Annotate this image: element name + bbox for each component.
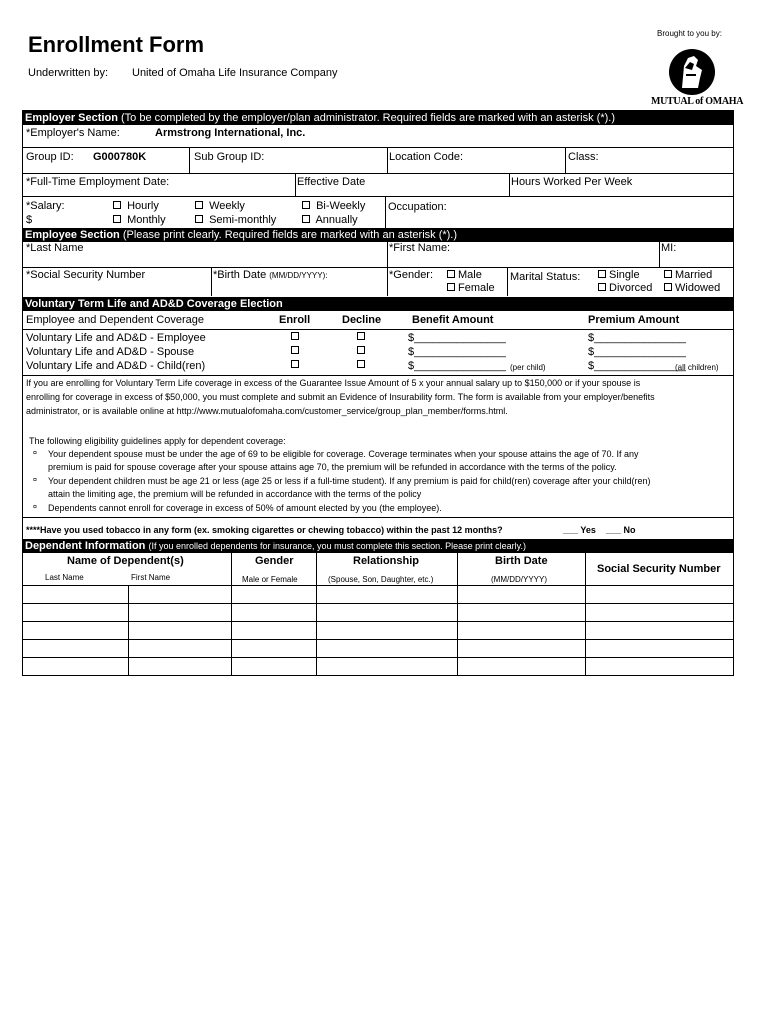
gender-label: *Gender:	[389, 269, 434, 281]
eligibility-bullet-line: Your dependent spouse must be under the age of 69 to be eligible for coverage. Coverage terminates when your spouse attains the age of 70. If any	[48, 449, 639, 459]
enroll-spouse-checkbox[interactable]	[291, 346, 299, 354]
bi-weekly-checkbox[interactable]	[302, 200, 365, 213]
married-checkbox[interactable]	[664, 269, 712, 282]
dependent-section-header	[23, 539, 733, 553]
group-id-value[interactable]: G000780K	[93, 151, 147, 163]
divorced-label: Divorced	[609, 282, 653, 294]
dependent-relationship-sub: (Spouse, Son, Daughter, etc.)	[328, 575, 434, 584]
checkbox-icon	[447, 270, 455, 278]
hourly-label: Hourly	[127, 200, 159, 212]
eligibility-intro: The following eligibility guidelines apply for dependent coverage:	[29, 436, 286, 446]
dependent-row[interactable]	[23, 603, 733, 621]
married-label: Married	[675, 269, 713, 281]
location-code-field[interactable]: Location Code:	[389, 151, 463, 163]
all-children-note: (all children)	[675, 363, 719, 372]
birth-date-field[interactable]	[213, 269, 328, 282]
mi-field[interactable]: MI:	[661, 242, 677, 254]
dependent-first-name-header: First Name	[131, 573, 171, 582]
male-label: Male	[458, 269, 482, 281]
dependent-section-note: (If you enrolled dependents for insurance, you must complete this section. Please print clearly.)	[148, 541, 526, 551]
enroll-children-checkbox[interactable]	[291, 360, 299, 368]
fulltime-employment-date-field[interactable]: *Full-Time Employment Date:	[26, 176, 170, 188]
effective-date-field[interactable]: Effective Date	[297, 176, 366, 188]
eoi-note-line: administrator, or is available online at http://www.mutualofomaha.com/customer_service/group_plan_member/forms.html.	[26, 406, 508, 416]
hours-worked-field[interactable]: Hours Worked Per Week	[511, 176, 633, 188]
checkbox-icon	[302, 215, 310, 223]
birth-date-format: (MM/DD/YYYY):	[269, 271, 328, 280]
decline-employee-checkbox[interactable]	[357, 332, 365, 340]
dependent-birth-sub: (MM/DD/YYYY)	[491, 575, 547, 584]
single-label: Single	[609, 269, 640, 281]
dependent-row[interactable]	[23, 657, 733, 675]
divider	[565, 147, 566, 173]
widowed-checkbox[interactable]	[664, 282, 720, 295]
dependent-row[interactable]	[23, 621, 733, 639]
coverage-section-header	[23, 297, 733, 311]
group-id-label: Group ID:	[26, 151, 74, 163]
bullet-icon: ¤	[33, 477, 37, 484]
dependent-birth-header: Birth Date	[495, 555, 548, 567]
divider	[23, 196, 733, 197]
divider	[23, 517, 733, 518]
widowed-label: Widowed	[675, 282, 721, 294]
enroll-column-header: Enroll	[279, 314, 311, 326]
dependent-relationship-header: Relationship	[353, 555, 420, 567]
checkbox-icon	[113, 201, 121, 209]
salary-dollar-field[interactable]: $	[26, 214, 33, 226]
eligibility-bullet-line: attain the limiting age, the premium will be refunded in accordance with the terms of the policy	[48, 489, 422, 499]
tobacco-question: ****Have you used tobacco in any form (ex. smoking cigarettes or chewing tobacco) within the past 12 months?	[26, 525, 503, 535]
dependent-row[interactable]	[23, 585, 733, 603]
checkbox-icon	[664, 270, 672, 278]
divider	[295, 173, 296, 196]
coverage-row-children: Voluntary Life and AD&D - Child(ren)	[26, 360, 206, 372]
last-name-field[interactable]: *Last Name	[26, 242, 84, 254]
divider	[211, 267, 212, 296]
divider	[23, 147, 733, 148]
employer-section-title: Employer Section	[25, 112, 118, 124]
employee-section-note: (Please print clearly. Required fields are marked with an asterisk (*).)	[122, 229, 458, 241]
benefit-spouse-field[interactable]: $_______________	[408, 346, 506, 358]
brought-to-you-label: Brought to you by:	[657, 29, 722, 38]
divider	[23, 375, 733, 376]
dependent-name-header: Name of Dependent(s)	[67, 555, 184, 567]
dependent-gender-sub: Male or Female	[242, 575, 298, 584]
dependent-row[interactable]	[23, 639, 733, 657]
marital-status-label: Marital Status:	[510, 271, 581, 283]
benefit-column-header: Benefit Amount	[412, 314, 494, 326]
semi-monthly-label: Semi-monthly	[209, 214, 277, 226]
divider	[385, 196, 386, 228]
checkbox-icon	[195, 215, 203, 223]
per-child-note: (per child)	[510, 363, 546, 372]
occupation-field[interactable]: Occupation:	[388, 201, 447, 213]
birth-date-label: *Birth Date	[213, 269, 267, 281]
coverage-row-employee: Voluntary Life and AD&D - Employee	[26, 332, 206, 344]
employer-section-header	[23, 111, 733, 125]
premium-column-header: Premium Amount	[588, 314, 680, 326]
checkbox-icon	[598, 270, 606, 278]
annually-label: Annually	[315, 214, 358, 226]
divorced-checkbox[interactable]	[598, 282, 652, 295]
divider	[387, 267, 388, 296]
employer-name-label: *Employer's Name:	[26, 127, 120, 139]
coverage-column-header: Employee and Dependent Coverage	[26, 314, 204, 326]
divider	[23, 267, 733, 268]
monthly-label: Monthly	[127, 214, 166, 226]
underwritten-label: Underwritten by:	[28, 67, 109, 79]
decline-column-header: Decline	[342, 314, 382, 326]
checkbox-icon	[598, 283, 606, 291]
eoi-note-line: If you are enrolling for Voluntary Term Life coverage in excess of the Guarantee Issue Amount of 5 x your annual salary up to $150,000 or if your spouse is	[26, 378, 641, 388]
weekly-checkbox[interactable]	[195, 200, 245, 213]
dependent-gender-header: Gender	[255, 555, 294, 567]
bullet-icon: ¤	[33, 450, 37, 457]
eligibility-bullet-line: premium is paid for spouse coverage after your spouse attains age 70, the premium will be refunded in accordance with the terms of the policy.	[48, 462, 617, 472]
employee-section-title: Employee Section	[25, 229, 120, 241]
eligibility-bullet-line: Your dependent children must be age 21 or less (age 25 or less if a full-time student). If any premium is paid for child(ren) coverage after your child(ren)	[48, 476, 651, 486]
checkbox-icon	[113, 215, 121, 223]
dependent-last-name-header: Last Name	[45, 573, 84, 582]
first-name-field[interactable]: *First Name:	[389, 242, 451, 254]
benefit-employee-field[interactable]: $_______________	[408, 332, 506, 344]
bullet-icon: ¤	[33, 504, 37, 511]
premium-employee-field[interactable]: $_______________	[588, 332, 686, 344]
premium-children-field[interactable]: $_______________	[588, 360, 686, 372]
male-checkbox[interactable]	[447, 269, 482, 282]
semi-monthly-checkbox[interactable]	[195, 214, 276, 227]
sub-group-id-field[interactable]: Sub Group ID:	[194, 151, 265, 163]
single-checkbox[interactable]	[598, 269, 640, 282]
dependent-ssn-header: Social Security Number	[597, 563, 721, 575]
divider	[23, 329, 733, 330]
class-field[interactable]: Class:	[568, 151, 599, 163]
weekly-label: Weekly	[209, 200, 245, 212]
divider	[23, 173, 733, 174]
divider	[387, 147, 388, 173]
employer-name-value[interactable]: Armstrong International, Inc.	[155, 127, 306, 139]
checkbox-icon	[664, 283, 672, 291]
tobacco-no-field[interactable]: ___ No	[606, 525, 636, 535]
female-label: Female	[458, 282, 495, 294]
dependent-section-title: Dependent Information	[25, 540, 146, 552]
form-title: Enrollment Form	[28, 32, 205, 57]
employer-section-note: (To be completed by the employer/plan administrator. Required fields are marked with an asterisk (*).)	[120, 112, 615, 124]
divider	[387, 242, 388, 267]
eoi-note-line: enrolling for coverage in excess of $50,000, you must complete and submit an Evidence of Insurability form. The form is available from your employer/benefits	[26, 392, 655, 402]
benefit-children-field[interactable]: $_______________	[408, 360, 506, 372]
decline-children-checkbox[interactable]	[357, 360, 365, 368]
coverage-row-spouse: Voluntary Life and AD&D - Spouse	[26, 346, 195, 358]
eligibility-bullet-line: Dependents cannot enroll for coverage in excess of 50% of amount elected by you (the employee).	[48, 503, 442, 513]
hourly-checkbox[interactable]	[113, 200, 159, 213]
decline-spouse-checkbox[interactable]	[357, 346, 365, 354]
tobacco-yes-field[interactable]: ___ Yes	[563, 525, 596, 535]
divider	[659, 242, 660, 267]
enroll-employee-checkbox[interactable]	[291, 332, 299, 340]
monthly-checkbox[interactable]	[113, 214, 166, 227]
enrollment-form	[22, 110, 734, 676]
coverage-section-title: Voluntary Term Life and AD&D Coverage Election	[25, 298, 283, 310]
female-checkbox[interactable]	[447, 282, 495, 295]
logo-wordmark: MUTUAL of OMAHA	[651, 96, 744, 107]
salary-label: *Salary:	[26, 200, 65, 212]
annually-checkbox[interactable]	[302, 214, 358, 227]
divider	[509, 173, 510, 196]
divider	[189, 147, 190, 173]
checkbox-icon	[195, 201, 203, 209]
premium-spouse-field[interactable]: $_______________	[588, 346, 686, 358]
divider	[507, 267, 508, 296]
checkbox-icon	[447, 283, 455, 291]
bi-weekly-label: Bi-Weekly	[316, 200, 366, 212]
ssn-field[interactable]: *Social Security Number	[26, 269, 146, 281]
checkbox-icon	[302, 201, 310, 209]
employee-section-header	[23, 228, 733, 242]
underwriter-name: United of Omaha Life Insurance Company	[132, 67, 338, 79]
